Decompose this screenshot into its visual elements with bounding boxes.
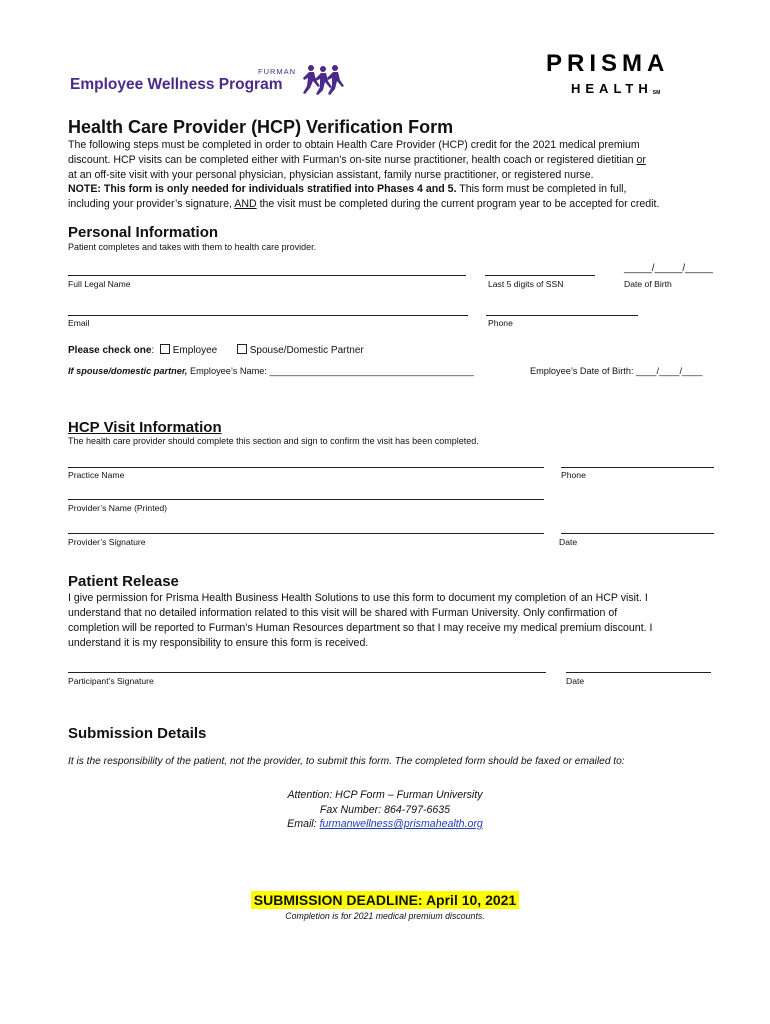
intro-line-2-text: discount. HCP visits can be completed either with Furman’s on-site nurse practitioner, health coach or registered dietitian <box>68 154 637 166</box>
hcp-heading: HCP Visit Information <box>68 419 222 436</box>
submission-address <box>0 788 770 832</box>
furman-tag: FURMAN <box>258 67 297 76</box>
note-line-2 <box>68 197 708 212</box>
employee-dob-field[interactable]: Employee’s Date of Birth: ____/____/____ <box>530 366 703 376</box>
full-name-field[interactable] <box>68 275 466 276</box>
release-line-2: understand that no detailed information related to this visit will be shared with Furman University. Only confirmation of <box>68 607 618 619</box>
note-and: AND <box>234 198 257 210</box>
hcp-phone-label: Phone <box>561 470 586 480</box>
participant-signature-field[interactable] <box>68 672 546 673</box>
spouse-checkbox[interactable] <box>237 344 247 354</box>
release-line-1: I give permission for Prisma Health Business Health Solutions to use this form to document my completion of an HCP visit. I <box>68 592 648 604</box>
hcp-phone-field[interactable] <box>561 467 714 468</box>
full-name-label: Full Legal Name <box>68 279 131 289</box>
check-one-row <box>68 344 364 356</box>
service-mark: SM <box>652 90 661 96</box>
provider-signature-label: Provider’s Signature <box>68 537 146 547</box>
intro-paragraph <box>68 138 708 183</box>
dob-field[interactable]: _____/_____/_____ <box>624 263 713 274</box>
email-prefix: Email: <box>287 818 320 830</box>
intro-or: or <box>636 154 646 166</box>
dob-label: Date of Birth <box>624 279 672 289</box>
email-line <box>0 817 770 832</box>
release-heading: Patient Release <box>68 573 179 590</box>
note-paragraph <box>68 182 708 212</box>
provider-name-field[interactable] <box>68 499 544 500</box>
release-line-3: completion will be reported to Furman’s Human Resources department so that I may receive my medical premium discount. I <box>68 622 653 634</box>
provider-signature-field[interactable] <box>68 533 544 534</box>
submission-deadline: SUBMISSION DEADLINE: April 10, 2021 <box>251 891 519 909</box>
health-word: HEALTH <box>571 81 653 96</box>
program-name: Employee Wellness Program <box>70 76 283 93</box>
note-line-2b: the visit must be completed during the current program year to be accepted for credit. <box>256 198 660 210</box>
note-line-1-text: This form must be completed in full, <box>456 183 627 195</box>
prisma-logo-bottom <box>571 81 660 96</box>
employee-option-label: Employee <box>172 345 218 356</box>
email-label: Email <box>68 318 90 328</box>
hcp-subtext: The health care provider should complete this section and sign to confirm the visit has been completed. <box>68 436 479 446</box>
participant-signature-label: Participant’s Signature <box>68 676 154 686</box>
practice-name-field[interactable] <box>68 467 544 468</box>
check-one-label: Please check one <box>68 345 152 356</box>
practice-name-label: Practice Name <box>68 470 125 480</box>
note-bold: NOTE: This form is only needed for individuals stratified into Phases 4 and 5. <box>68 183 457 195</box>
personal-subtext: Patient completes and takes with them to health care provider. <box>68 242 317 252</box>
employee-checkbox[interactable] <box>160 344 170 354</box>
page-title: Health Care Provider (HCP) Verification Form <box>68 117 454 137</box>
personal-heading: Personal Information <box>68 224 219 241</box>
submission-heading: Submission Details <box>68 725 207 742</box>
check-one-colon: : <box>151 345 155 356</box>
attention-line: Attention: HCP Form – Furman University <box>287 789 483 801</box>
note-line-2a: including your provider’s signature, <box>68 198 235 210</box>
intro-line-1: The following steps must be completed in order to obtain Health Care Provider (HCP) credit for the 2021 medical premium <box>68 139 640 151</box>
hcp-date-field[interactable] <box>561 533 714 534</box>
email-link[interactable]: furmanwellness@prismahealth.org <box>319 818 483 830</box>
spouse-italic: If spouse/domestic partner, <box>68 366 188 376</box>
employee-name-field[interactable]: Employee’s Name: ________________________________________ <box>187 366 474 376</box>
release-line-4: understand it is my responsibility to ensure this form is received. <box>68 637 369 649</box>
submission-responsibility: It is the responsibility of the patient, not the provider, to submit this form. The completed form should be faxed or emailed to: <box>68 756 625 767</box>
release-date-field[interactable] <box>566 672 711 673</box>
provider-name-label: Provider’s Name (Printed) <box>68 503 168 513</box>
ssn-label: Last 5 digits of SSN <box>488 279 564 289</box>
release-date-label: Date <box>566 676 585 686</box>
email-field[interactable] <box>68 315 468 316</box>
runners-icon <box>302 64 344 98</box>
employee-wellness-logo <box>70 64 345 100</box>
prisma-logo-top: PRISMA <box>546 50 670 77</box>
release-paragraph <box>68 591 708 651</box>
phone-field[interactable] <box>486 315 638 316</box>
spouse-row <box>68 366 474 376</box>
spouse-option-label: Spouse/Domestic Partner <box>249 345 364 356</box>
phone-label: Phone <box>488 318 513 328</box>
fax-line: Fax Number: 864-797-6635 <box>319 803 451 816</box>
ssn-field[interactable] <box>485 275 595 276</box>
note-line-1 <box>68 182 708 197</box>
hcp-date-label: Date <box>559 537 578 547</box>
deadline-row <box>0 892 770 910</box>
intro-line-2 <box>68 153 708 168</box>
intro-line-3: at an off-site visit with your personal physician, physician assistant, family nurse practitioner, or registered nurse. <box>68 169 594 181</box>
completion-note: Completion is for 2021 medical premium discounts. <box>285 911 485 921</box>
